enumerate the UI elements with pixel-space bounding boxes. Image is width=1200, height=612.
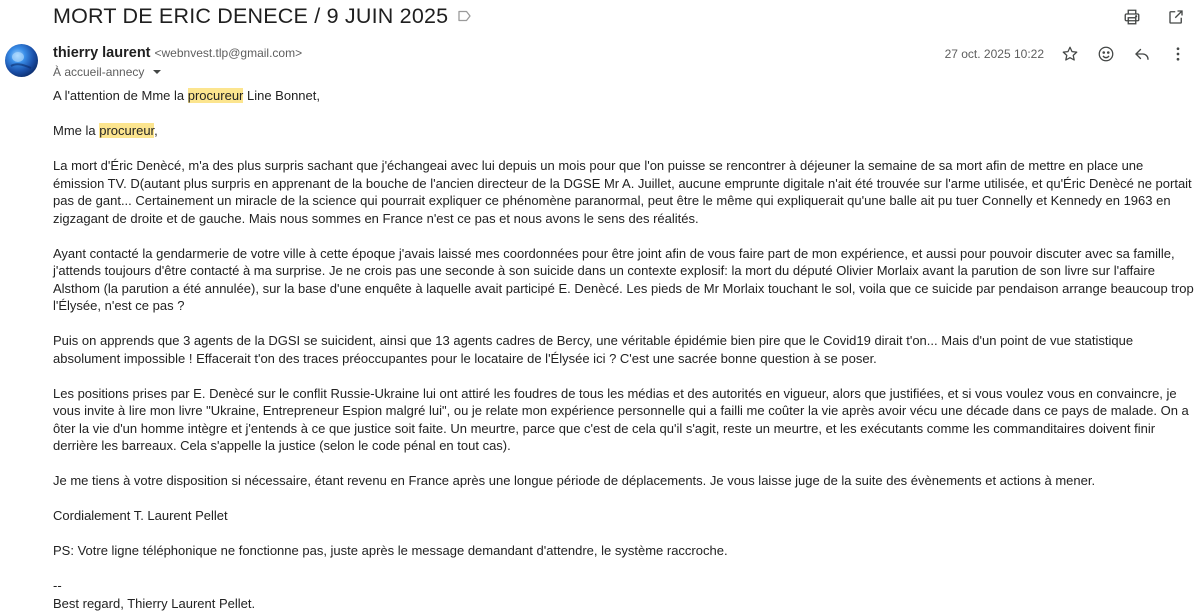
search-highlight: procureur: [99, 123, 154, 138]
body-paragraph: Je me tiens à votre disposition si nécessaire, étant revenu en France après une longue période de déplacements. Je vous laisse juge de la suite des évènements et actions à mener.: [53, 472, 1195, 490]
subject-row: [53, 2, 471, 30]
star-outline-icon[interactable]: [1058, 42, 1082, 66]
reply-icon[interactable]: [1130, 42, 1154, 66]
caret-down-icon[interactable]: [150, 65, 164, 79]
email-subject: MORT DE ERIC DENECE / 9 JUIN 2025: [53, 4, 448, 29]
greeting-line: A l'attention de Mme la procureur Line Bonnet,: [53, 87, 1195, 105]
recipient-label: À accueil-annecy: [53, 65, 144, 79]
search-highlight: procureur: [188, 88, 244, 103]
more-vertical-icon[interactable]: [1166, 42, 1190, 66]
email-date: 27 oct. 2025 10:22: [945, 47, 1044, 61]
top-actions: [1120, 5, 1200, 29]
body-paragraph: Les positions prises par E. Denècé sur le conflit Russie-Ukraine lui ont attiré les foudres de tous les médias et des autorités en vigueur, alors que justifiées, et si vous voulez vous en convaincre, je vous invite à lire mon livre "Ukraine, Entrepreneur Espion malgré lui", ou je relate mon expérience personnelle qui a failli me coûter la vie après avoir vécu une décade dans ce pays de malade. On a ôter la vie d'un homme intègre et j'entends à ce que justice soit faite. Un meurtre, parce que c'est de cela qu'il s'agit, reste un meurtre, et les exécutants comme les commanditaires doivent finir derrière les barreaux. Cela s'appelle la justice (selon le code pénal en tout cas).: [53, 385, 1195, 455]
email-body: [53, 87, 1195, 612]
body-paragraph: Puis on apprends que 3 agents de la DGSI se suicident, ainsi que 13 agents cadres de Bercy, une véritable épidémie bien pire que le Covid19 dirait t'on... Mais d'un point de vue statistique absolument impossible ! Effacerait t'on des traces préoccupantes pour le locataire de l'Élysée ici ? C'est une sacrée bonne question à se poser.: [53, 332, 1195, 367]
label-outline-icon[interactable]: [458, 10, 471, 22]
body-paragraph: La mort d'Éric Denècé, m'a des plus surpris sachant que j'échangeai avec lui depuis un mois pour que l'on puisse se rencontrer à déjeuner la semaine de sa mort afin de mettre en place une émission TV. D(autant plus surpris en apprenant de la bouche de l'ancien directeur de la DGSE Mr A. Juillet, aucune emprunte digitale n'ait été trouvée sur l'arme utilisée, et qu'Éric Denècé ne portait pas de gant... Certainement un miracle de la science qui pourrait expliquer ce phénomène paranormal, peut être le même qui expliquerait qu'une balle ait pu tuer Connelly et Kennedy en 1963 en zigzagant de droite et de gauche. Mais nous sommes en France n'est ce pas et nous avons le sens des réalités.: [53, 157, 1195, 227]
add-emoji-reaction-icon[interactable]: [1094, 42, 1118, 66]
open-in-new-window-icon[interactable]: [1164, 5, 1188, 29]
recipient-row[interactable]: [53, 65, 164, 79]
closing-line: Cordialement T. Laurent Pellet: [53, 507, 1195, 525]
sender-name[interactable]: thierry laurent: [53, 45, 151, 61]
postscript: PS: Votre ligne téléphonique ne fonctionne pas, juste après le message demandant d'attendre, le système raccroche.: [53, 542, 1195, 560]
sender-row: [53, 45, 302, 61]
message-actions: [945, 42, 1200, 66]
print-icon[interactable]: [1120, 5, 1144, 29]
body-paragraph: Ayant contacté la gendarmerie de votre ville à cette époque j'avais laissé mes coordonnées pour être joint afin de vous faire part de mon expérience, et aussi pour pouvoir discuter avec sa famille, j'attends toujours d'être contacté à ma surprise. Je ne crois pas une seconde à son suicide dans un contexte explosif: la mort du député Olivier Morlaix avant la parution de son livre sur l'affaire Alsthom (la parution a été annulée), sur la base d'une enquête à laquelle avait participé E. Denècé. Les pieds de Mr Morlaix touchant le sol, voila que ce suicide par pendaison arrange beaucoup trop l'Élysée, n'est ce pas ?: [53, 245, 1195, 315]
sender-email: <webnvest.tlp@gmail.com>: [155, 46, 303, 60]
salutation-line: Mme la procureur,: [53, 122, 1195, 140]
signature: Best regard, Thierry Laurent Pellet.: [53, 595, 1195, 612]
avatar[interactable]: [5, 44, 38, 77]
signature-separator: --: [53, 577, 1195, 595]
